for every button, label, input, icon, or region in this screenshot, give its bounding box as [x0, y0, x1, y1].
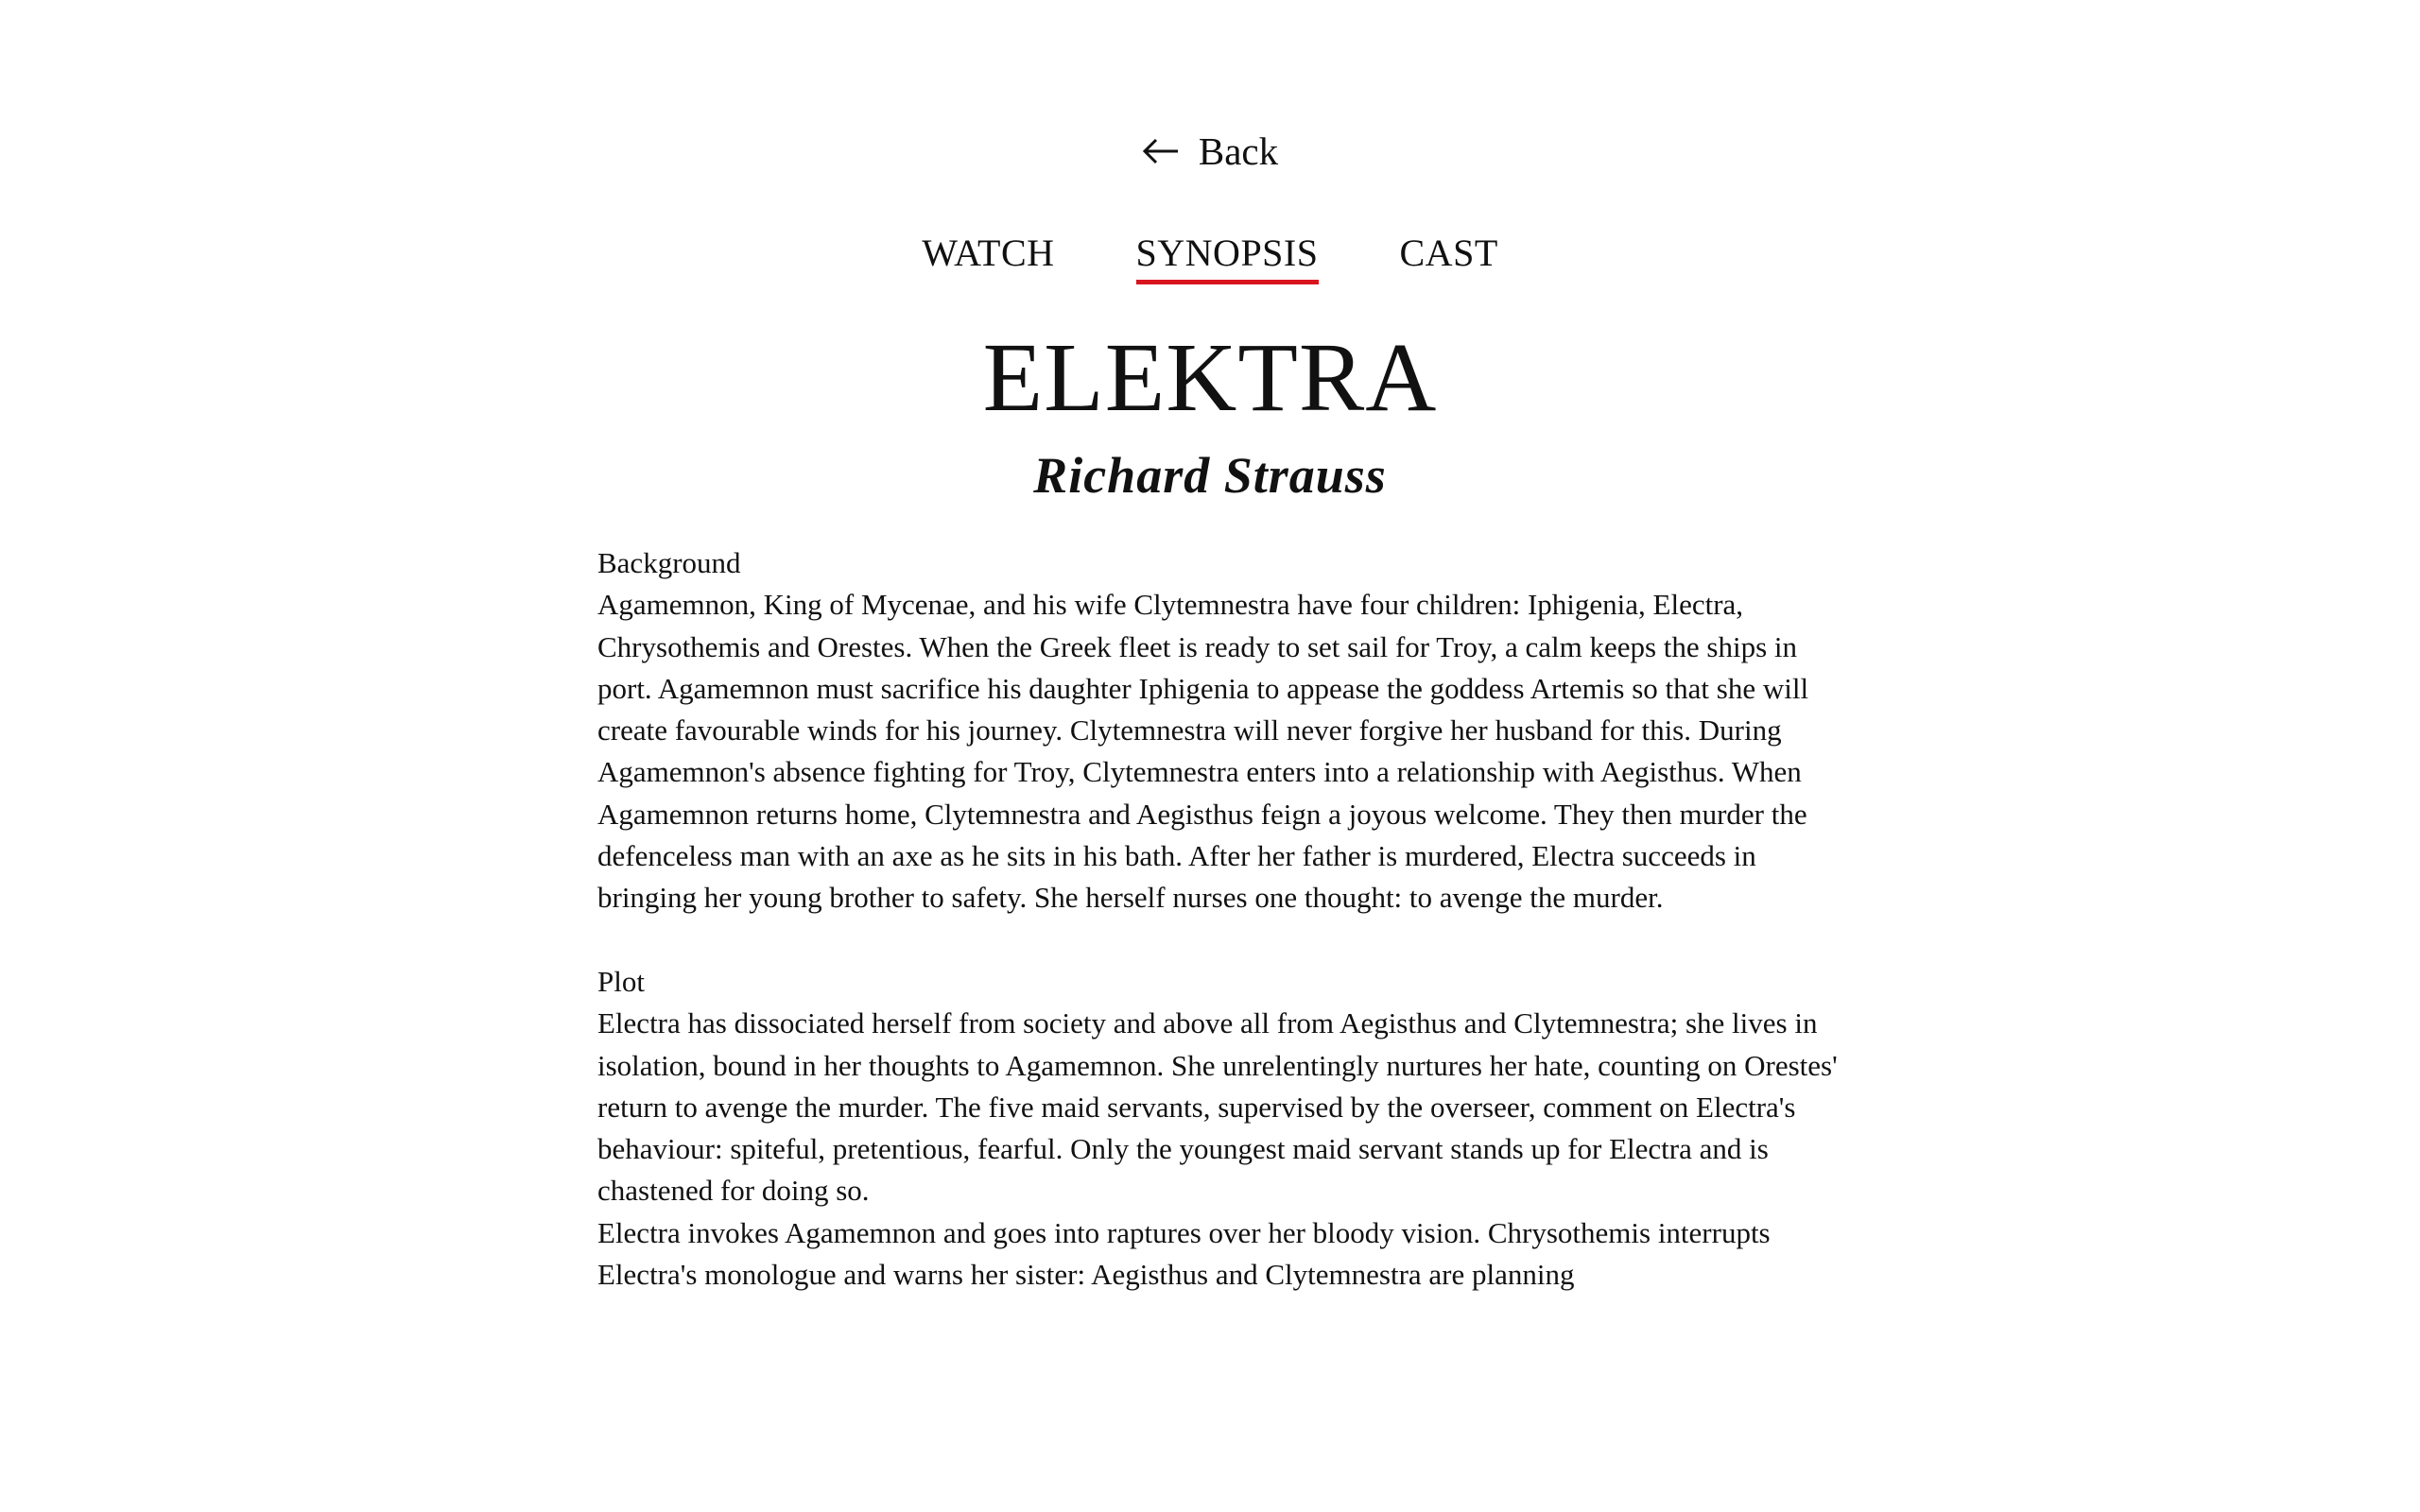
plot-text-2: Electra invokes Agamemnon and goes into raptures over her bloody vision. Chrysothemis interrupts Electra's monologue and warns her sister: Aegisthus and Clytemnestra are planning — [597, 1215, 1771, 1292]
plot-heading: Plot — [597, 964, 645, 998]
tab-watch[interactable]: WATCH — [922, 232, 1055, 274]
synopsis-content[interactable] — [597, 542, 1841, 1323]
background-heading: Background — [597, 546, 741, 579]
back-label: Back — [1198, 129, 1279, 173]
background-text: Agamemnon, King of Mycenae, and his wife Clytemnestra have four children: Iphigenia, Electra, Chrysothemis and Orestes. When the Greek fleet is ready to set sail for Troy, a calm keeps the ships in port. Agamemnon must sacrifice his daughter Iphigenia to appease the goddess Artemis so that she will create favourable winds for his journey. Clytemnestra will never forgive her husband for this. During Agamemnon's absence fighting for Troy, Clytemnestra enters into a relationship with Aegisthus. When Agamemnon returns home, Clytemnestra and Aegisthus feign a joyous welcome. They then murder the defenceless man with an axe as he sits in his bath. After her father is murdered, Electra succeeds in bringing her young brother to safety. She herself nurses one thought: to avenge the murder. — [597, 588, 1809, 915]
plot-text-1: Electra has dissociated herself from society and above all from Aegisthus and Clytemnestra; she lives in isolation, bound in her thoughts to Agamemnon. She unrelentingly nurtures her hate, counting on Orestes' return to avenge the murder. The five maid servants, supervised by the overseer, comment on Electra's behaviour: spiteful, pretentious, fearful. Only the youngest maid servant stands up for Electra and is chastened for doing so. — [597, 1006, 1838, 1208]
section-spacer — [597, 919, 1841, 961]
composer-name: Richard Strauss — [1033, 447, 1387, 504]
arrow-left-icon — [1142, 137, 1180, 165]
tab-synopsis[interactable]: SYNOPSIS — [1136, 234, 1319, 284]
tab-cast[interactable]: CAST — [1399, 232, 1498, 274]
tab-bar — [0, 234, 2420, 284]
opera-title: ELEKTRA — [982, 323, 1438, 432]
back-link-content — [1142, 129, 1279, 173]
back-link[interactable] — [0, 123, 2420, 180]
